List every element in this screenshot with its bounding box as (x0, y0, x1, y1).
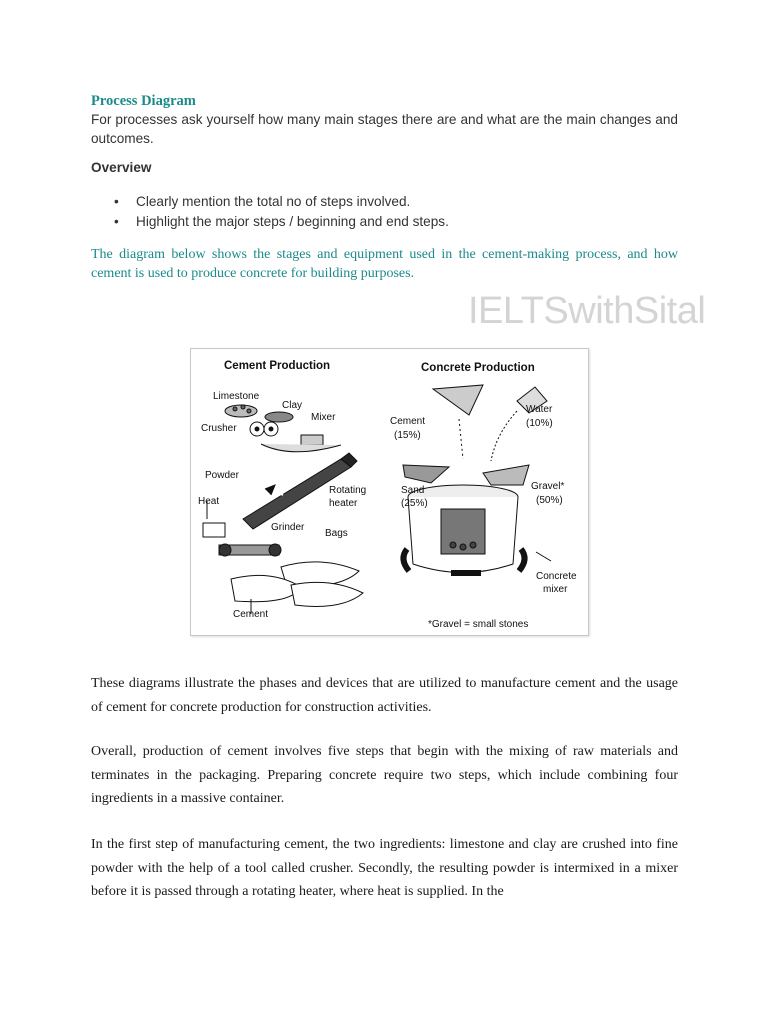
bullet-text: Highlight the major steps / beginning and end steps. (136, 214, 449, 229)
label-clay: Clay (282, 400, 303, 411)
bullet-icon: • (114, 194, 119, 209)
process-diagram (191, 349, 588, 635)
label-cement-concrete: Cement (390, 416, 426, 427)
bullet-item (91, 212, 449, 232)
cement-production-title: Cement Production (224, 360, 331, 372)
label-cement-percentage: (15%) (394, 430, 421, 441)
task-prompt: The diagram below shows the stages and equipment used in the cement-making process, and how cement is used to produce concrete for building purposes. (91, 247, 678, 281)
section-heading: Process Diagram (91, 93, 196, 109)
label-rotating-heater-line1: Rotating (329, 485, 367, 496)
essay-paragraph-overview: Overall, production of cement involves five steps that begin with the mixing of raw materials and terminates in the packaging. Preparing concrete require two steps, which include combining four ingredients in a massive container. (91, 744, 678, 806)
cement-stream-icon (459, 419, 463, 459)
bullet-item (91, 192, 449, 212)
label-sand-percentage: (25%) (401, 498, 428, 509)
concrete-mixer-arrow-icon (536, 552, 551, 561)
label-gravel: Gravel* (531, 481, 565, 492)
gravel-footnote: *Gravel = small stones (428, 619, 529, 630)
overview-heading: Overview (91, 160, 152, 175)
label-rotating-heater-line2: heater (329, 498, 358, 509)
process-diagram-figure (190, 348, 589, 636)
mixer-icon (261, 435, 341, 452)
essay-paragraph-body: In the first step of manufacturing cement, the two ingredients: limestone and clay are crushed into fine powder with the help of a tool called crusher. Secondly, the resulting powder is intermixed in a mixer before it is passed through a rotating heater, where heat is supplied. In the (91, 837, 678, 899)
label-mixer: Mixer (311, 412, 336, 423)
label-water: Water (526, 404, 553, 415)
label-concrete-mixer-line1: Concrete (536, 571, 577, 582)
bullet-text: Clearly mention the total no of steps involved. (136, 194, 411, 209)
flow-arrow-icon (265, 485, 275, 495)
grinder-icon (219, 544, 281, 556)
bullet-icon: • (114, 214, 119, 229)
clay-pile-icon (265, 412, 293, 422)
label-concrete-mixer-line2: mixer (543, 584, 568, 595)
crusher-icon (250, 422, 278, 436)
overview-bullet-list (91, 192, 449, 232)
cement-scoop-icon (433, 385, 483, 415)
sand-scoop-icon (403, 465, 449, 483)
label-crusher: Crusher (201, 423, 237, 434)
heat-source-icon (203, 523, 225, 537)
label-cement: Cement (233, 609, 269, 620)
label-limestone: Limestone (213, 391, 260, 402)
watermark: IELTSwithSital (468, 290, 706, 332)
label-heat: Heat (198, 496, 220, 507)
label-bags: Bags (325, 528, 348, 539)
label-gravel-percentage: (50%) (536, 495, 563, 506)
essay-paragraph-intro: These diagrams illustrate the phases and devices that are utilized to manufacture cement and the usage of cement for concrete production for construction activities. (91, 676, 678, 715)
label-powder: Powder (205, 470, 239, 481)
label-water-percentage: (10%) (526, 418, 553, 429)
intro-text: For processes ask yourself how many main stages there are and what are the main changes and outcomes. (91, 112, 678, 146)
water-stream-icon (491, 411, 517, 461)
cement-production-illustration (203, 405, 363, 614)
concrete-production-title: Concrete Production (421, 362, 535, 374)
label-sand: Sand (401, 485, 425, 496)
gravel-scoop-icon (483, 465, 529, 485)
label-grinder: Grinder (271, 522, 305, 533)
